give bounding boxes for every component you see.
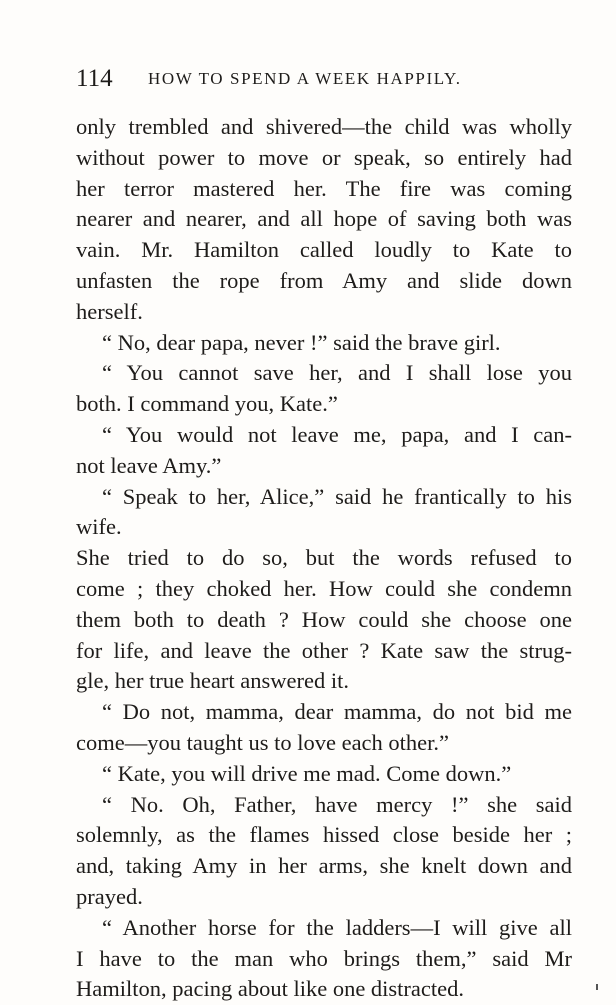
text-line: Hamilton, pacing about like one distracted. [76, 976, 465, 1002]
text-line: gle, her true heart answered it. [76, 668, 349, 694]
text-line: only trembled and shivered—the child was wholly [76, 114, 572, 139]
text-line: vain. Mr. Hamilton called loudly to Kate to [76, 237, 572, 263]
text-line: her terror mastered her. The fire was coming [76, 175, 572, 201]
text-line: She tried to do so, but the words refused to [76, 545, 572, 571]
text-line: without power to move or speak, so entirely had [76, 144, 572, 170]
text-line: “ No, dear papa, never !” said the brave girl. [102, 329, 501, 355]
text-line: nearer and nearer, and all hope of saving both was [76, 206, 572, 232]
running-head: HOW TO SPEND A WEEK HAPPILY. [148, 69, 462, 88]
text-line: come ; they choked her. How could she condemn [76, 575, 572, 601]
text-line: “ Another horse for the ladders—I will give all [102, 914, 572, 940]
text-line: “ You would not leave me, papa, and I can- [102, 421, 572, 447]
text-line: not leave Amy.” [76, 452, 222, 478]
text-line: “ No. Oh, Father, have mercy !” she said [102, 791, 572, 817]
text-line: “ Kate, you will drive me mad. Come down.” [102, 760, 512, 786]
page-number: 114 [76, 65, 113, 92]
margin-mark [596, 984, 598, 990]
text-line: prayed. [76, 883, 143, 909]
body-text [76, 112, 572, 1005]
page-header [76, 64, 576, 94]
text-line: wife. [76, 514, 122, 540]
text-line: come—you taught us to love each other.” [76, 729, 450, 755]
text-line: “ You cannot save her, and I shall lose you [102, 360, 572, 386]
text-line: “ Speak to her, Alice,” said he frantically to his [102, 483, 572, 509]
text-line: herself. [76, 298, 143, 324]
text-line: them both to death ? How could she choose one [76, 606, 572, 632]
text-line: both. I command you, Kate.” [76, 391, 338, 417]
text-line: and, taking Amy in her arms, she knelt down and [76, 853, 572, 879]
text-line: solemnly, as the flames hissed close beside her ; [76, 822, 572, 848]
text-line: “ Do not, mamma, dear mamma, do not bid me [102, 699, 572, 725]
text-line: unfasten the rope from Amy and slide down [76, 267, 572, 293]
text-line: I have to the man who brings them,” said Mr [76, 945, 572, 971]
text-line: for life, and leave the other ? Kate saw the strug- [76, 637, 572, 663]
